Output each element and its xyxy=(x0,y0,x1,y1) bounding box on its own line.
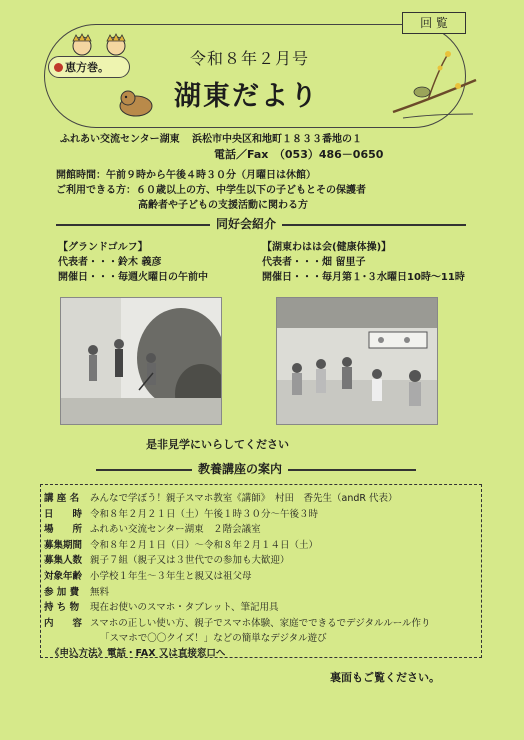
ehomaki-text: 恵方巻。 xyxy=(65,61,109,74)
lecture-row-key: 日 時 xyxy=(44,508,83,520)
lecture-row xyxy=(44,506,318,520)
lecture-row-value: スマホの正しい使い方、親子でスマホ体験、家庭でできるでデジタルルール作り xyxy=(90,617,431,629)
ehomaki-label xyxy=(48,56,130,78)
lecture-row-value: 現在お使いのスマホ・タブレット、筆記用具 xyxy=(90,602,279,614)
lecture-row-key: 場 所 xyxy=(44,524,83,536)
opening-hours: 開館時間：午前９時から午後４時３０分（月曜日は休館） xyxy=(56,170,316,181)
ground-golf-scene-icon xyxy=(61,298,221,424)
club-left-schedule: 開催日・・・毎週火曜日の午前中 xyxy=(58,272,208,283)
club-left-name: 【グランドゴルフ】 xyxy=(58,242,148,253)
issue-label: 令和８年２月号 xyxy=(190,49,310,68)
lecture-row xyxy=(44,568,252,582)
club-right-schedule: 開催日・・・毎月第１･３水曜日10時～11時 xyxy=(262,272,465,283)
club-left-rep: 代表者・・・鈴木 義彦 xyxy=(58,257,162,268)
eligible-users-line1: ご利用できる方：６０歳以上の方、中学生以下の子どもとその保護者 xyxy=(56,185,366,196)
plum-blossom-branch-icon xyxy=(388,40,480,120)
raccoon-mascot-icon xyxy=(112,84,160,118)
lecture-row xyxy=(44,521,261,535)
clubs-heading: 同好会紹介 xyxy=(210,215,282,232)
eligible-users-line2: 高齢者や子どもの支援活動に関わる方 xyxy=(138,200,308,211)
lecture-heading: 教養講座の案内 xyxy=(192,460,288,477)
newsletter-title: 湖東だより xyxy=(174,81,319,112)
lecture-row xyxy=(44,584,109,598)
center-name: ふれあい交流センター湖東 xyxy=(60,134,180,145)
club-right-name: 【湖東わはは会(健康体操)】 xyxy=(262,242,392,253)
lecture-row xyxy=(44,615,431,629)
lecture-row xyxy=(44,537,318,551)
apply-method: 《申込方法》電話・FAX 又は直接窓口へ xyxy=(50,648,226,659)
lecture-row xyxy=(44,599,278,613)
lecture-row-key: 講 座 名 xyxy=(44,493,80,504)
health-exercise-photo xyxy=(276,297,438,425)
lecture-row-value: 令和８年２月２１日（土）午後１時３０分～午後３時 xyxy=(90,508,319,520)
lecture-row-key: 募集人数 xyxy=(44,555,83,567)
lecture-heading-bar xyxy=(96,460,416,480)
lecture-row-key: 内 容 xyxy=(44,617,83,629)
lecture-row-key: 持 ち 物 xyxy=(44,602,80,614)
club-right-rep: 代表者・・・畑 留里子 xyxy=(262,257,366,268)
lecture-row-value: みんなで学ぼう！親子スマホ教室《講師》 村田 香先生（andR 代表） xyxy=(90,493,398,504)
see-back-note: 裏面もご覧ください。 xyxy=(330,671,440,684)
lecture-row-key: 募集期間 xyxy=(44,539,83,551)
lecture-row-value: 小学校１年生～３年生と親又は祖父母 xyxy=(90,571,252,582)
lecture-row-value: 親子７組（親子又は３世代での参加も大歓迎） xyxy=(90,555,290,567)
lecture-content-line2: 「スマホで〇〇クイズ！」などの簡単なデジタル遊び xyxy=(100,633,327,644)
lecture-row-value: 無料 xyxy=(90,586,110,598)
lecture-row-key: 参 加 費 xyxy=(44,586,80,598)
lecture-row-key: 対象年齢 xyxy=(44,571,83,582)
center-phone: 電話／Fax （053）486－0650 xyxy=(214,148,384,161)
red-dot-icon xyxy=(54,63,63,72)
ground-golf-photo xyxy=(60,297,222,425)
health-exercise-scene-icon xyxy=(277,298,437,424)
center-address: 浜松市中央区和地町１８３３番地の１ xyxy=(192,134,362,145)
circulation-badge: 回 覧 xyxy=(402,12,466,34)
lecture-row-value: 令和８年２月１日（日）～令和８年２月１４日（土） xyxy=(90,539,319,551)
clubs-heading-bar xyxy=(56,215,466,235)
lecture-row-value: ふれあい交流センター湖東 ２階会議室 xyxy=(90,524,261,536)
lecture-row xyxy=(44,490,398,504)
visit-invitation: 是非見学にいらしてください xyxy=(146,438,289,451)
lecture-row xyxy=(44,552,290,566)
